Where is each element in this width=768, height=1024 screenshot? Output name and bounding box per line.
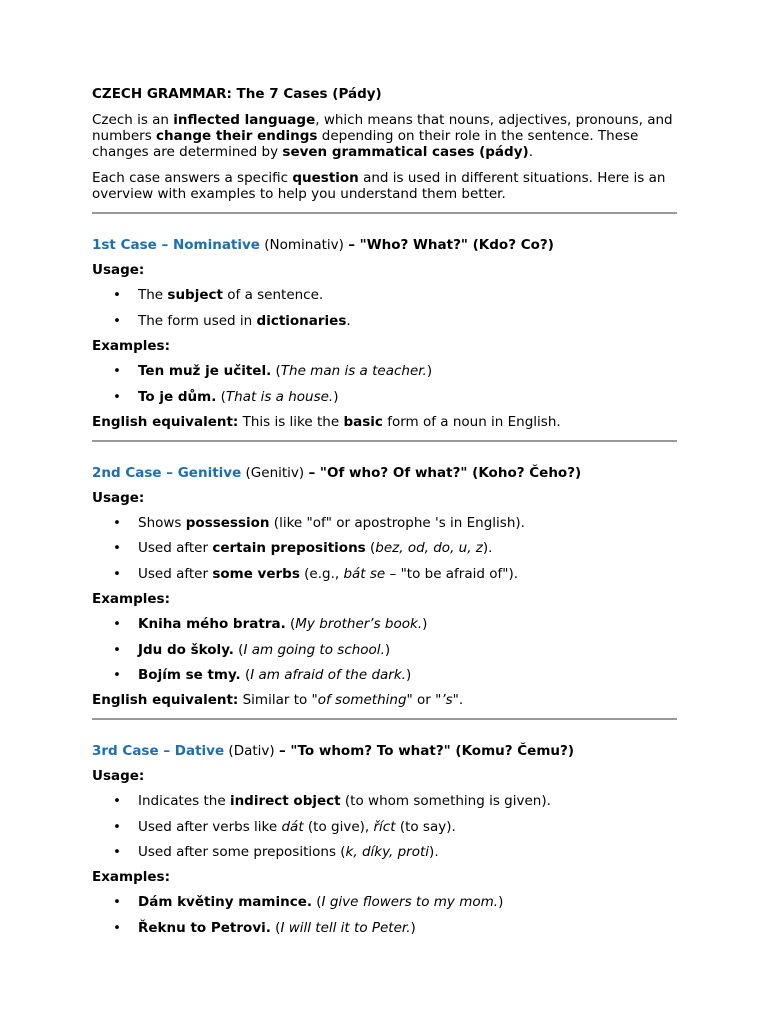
usage-item	[92, 540, 682, 556]
text-run: Used after some prepositions (	[138, 844, 346, 861]
text-run: (to whom something is given).	[340, 793, 551, 810]
text-run: of something	[317, 691, 407, 708]
case-heading	[92, 743, 682, 759]
text-run: inflected language	[173, 112, 316, 128]
case-heading	[92, 237, 682, 253]
example-item	[92, 363, 682, 379]
text-run: Used after verbs like	[138, 818, 282, 835]
text-run: )	[422, 616, 428, 633]
text-run: depending on their role in the sentence. These changes are determined by	[92, 128, 639, 160]
case-question: – "Who? What?" (Kdo? Co?)	[348, 237, 554, 253]
bullet-icon: •	[113, 565, 121, 582]
text-run: (	[233, 641, 244, 658]
text-run: Used after	[138, 540, 213, 557]
document-title	[92, 86, 682, 102]
usage-item	[92, 566, 682, 582]
example-item	[92, 642, 682, 658]
text-run: dát	[281, 818, 304, 835]
usage-label: Usage:	[92, 489, 145, 506]
usage-item	[92, 313, 682, 329]
examples-label: Examples:	[92, 869, 170, 886]
case-name: 1st Case – Nominative	[92, 237, 260, 253]
bullet-icon: •	[113, 894, 121, 911]
text-run: certain prepositions	[212, 540, 366, 557]
text-run: (	[311, 894, 322, 911]
title-text: The 7 Cases (Pády)	[231, 86, 382, 102]
text-run: This is like the	[238, 413, 344, 430]
text-run: I am afraid of the dark.	[250, 666, 406, 683]
text-run: question	[292, 170, 359, 186]
case-native-name: (Genitiv)	[241, 464, 309, 481]
text-run: ).	[482, 540, 493, 557]
example-item-list	[92, 894, 682, 935]
text-run: My brother’s book.	[295, 616, 423, 633]
document-page	[92, 80, 682, 936]
text-run: and is used in different situations. Here is an overview with examples to help you understand them better.	[92, 170, 666, 202]
text-run: )	[410, 919, 416, 936]
text-run: bát se	[343, 565, 386, 582]
case-native-name: (Dativ)	[224, 742, 279, 759]
text-run: bez, od, do, u, z	[375, 540, 483, 557]
text-run: (	[270, 919, 281, 936]
text-run: Shows	[138, 514, 186, 531]
english-equivalent	[92, 692, 682, 708]
text-run: " or "	[406, 691, 442, 708]
text-run: Each case answers a specific	[92, 170, 293, 186]
bullet-icon: •	[113, 793, 121, 810]
text-run: subject	[167, 287, 223, 304]
bullet-icon: •	[113, 844, 121, 861]
bullet-icon: •	[113, 388, 121, 405]
text-run: I will tell it to Peter.	[280, 919, 411, 936]
bullet-icon: •	[113, 818, 121, 835]
bullet-icon: •	[113, 666, 121, 683]
intro-paragraph-1	[92, 112, 682, 160]
case-name: 3rd Case – Dative	[92, 742, 225, 759]
bullet-icon: •	[113, 312, 121, 329]
usage-item	[92, 793, 682, 809]
text-run: (to say).	[395, 818, 456, 835]
text-run: ).	[429, 844, 439, 861]
case-name: 2nd Case – Genitive	[92, 464, 242, 481]
text-run: )	[333, 388, 339, 405]
bullet-icon: •	[113, 287, 121, 304]
text-run: )	[498, 894, 504, 911]
case-section	[92, 465, 682, 720]
text-run: k, díky, proti	[345, 844, 430, 861]
text-run: dictionaries	[256, 312, 347, 329]
example-item-list	[92, 363, 682, 404]
text-run: Řeknu to Petrovi.	[138, 919, 271, 936]
text-run: Jdu do školy.	[138, 641, 234, 658]
text-run: The form used in	[138, 312, 257, 329]
text-run: The	[138, 287, 168, 304]
text-run: form of a noun in English.	[382, 413, 561, 430]
section-divider	[92, 212, 677, 214]
bullet-icon: •	[113, 616, 121, 633]
text-run: )	[384, 641, 391, 658]
bullet-icon: •	[113, 641, 121, 658]
examples-label: Examples:	[92, 337, 170, 354]
text-run: possession	[185, 514, 270, 531]
intro-paragraph-2	[92, 170, 682, 202]
text-run: I am going to school.	[243, 641, 385, 658]
text-run: , which means that nouns, adjectives, pronouns, and numbers	[92, 112, 673, 144]
section-divider	[92, 440, 677, 442]
text-run: Indicates the	[138, 793, 230, 810]
text-run: I give flowers to my mom.	[321, 894, 499, 911]
text-run: (	[285, 616, 296, 633]
example-item-list	[92, 616, 682, 683]
usage-label: Usage:	[92, 767, 145, 784]
text-run: indirect object	[229, 793, 341, 810]
usage-item-list	[92, 515, 682, 582]
case-section	[92, 743, 682, 936]
case-question: – "To whom? To what?" (Komu? Čemu?)	[278, 742, 575, 759]
text-run: Kniha mého bratra.	[138, 616, 286, 633]
cases-container	[92, 237, 682, 936]
text-run: basic	[343, 413, 383, 430]
case-section	[92, 237, 682, 442]
text-run: Dám květiny mamince.	[138, 894, 312, 911]
text-run: seven grammatical cases (pády)	[282, 144, 529, 160]
text-run: of a sentence.	[222, 287, 324, 304]
usage-item	[92, 515, 682, 531]
text-run: – "to be afraid of").	[385, 565, 519, 582]
text-run: (like "of" or apostrophe 's in English).	[269, 514, 525, 531]
bullet-icon: •	[113, 363, 121, 380]
example-item	[92, 894, 682, 910]
text-run: Similar to "	[238, 691, 318, 708]
text-run: .	[346, 312, 351, 329]
text-run: That is a house.	[225, 388, 334, 405]
text-run: Used after	[138, 565, 213, 582]
text-run: To je dům.	[138, 388, 217, 405]
text-run: (e.g.,	[299, 565, 344, 582]
example-item	[92, 616, 682, 632]
usage-item	[92, 844, 682, 860]
title-prefix: CZECH GRAMMAR:	[92, 86, 232, 102]
text-run: The man is a teacher.	[280, 363, 427, 380]
text-run: English equivalent:	[92, 413, 239, 430]
usage-item-list	[92, 287, 682, 328]
english-equivalent	[92, 414, 682, 430]
text-run: some verbs	[212, 565, 300, 582]
example-item	[92, 920, 682, 936]
example-item	[92, 667, 682, 683]
case-heading	[92, 465, 682, 481]
usage-label: Usage:	[92, 262, 145, 278]
examples-label: Examples:	[92, 590, 170, 607]
text-run: Bojím se tmy.	[138, 666, 241, 683]
text-run: Czech is an	[92, 112, 174, 128]
text-run: (	[271, 363, 281, 380]
bullet-icon: •	[113, 919, 121, 936]
usage-item-list	[92, 793, 682, 860]
case-native-name: (Nominativ)	[259, 237, 349, 253]
case-question: – "Of who? Of what?" (Koho? Čeho?)	[308, 464, 582, 481]
example-item	[92, 389, 682, 405]
text-run: )	[405, 666, 412, 683]
bullet-icon: •	[113, 540, 121, 557]
usage-item	[92, 287, 682, 303]
text-run: )	[426, 363, 433, 380]
text-run: ".	[452, 691, 464, 708]
text-run: English equivalent:	[92, 691, 239, 708]
text-run: .	[528, 144, 533, 160]
usage-item	[92, 819, 682, 835]
text-run: Ten muž je učitel.	[138, 363, 272, 380]
text-run: ’s	[441, 691, 453, 708]
text-run: (	[240, 666, 251, 683]
bullet-icon: •	[113, 514, 121, 531]
text-run: (	[365, 540, 376, 557]
text-run: (	[216, 388, 226, 405]
section-divider	[92, 718, 677, 720]
text-run: change their endings	[156, 128, 318, 144]
text-run: (to give),	[303, 818, 374, 835]
text-run: říct	[373, 818, 396, 835]
